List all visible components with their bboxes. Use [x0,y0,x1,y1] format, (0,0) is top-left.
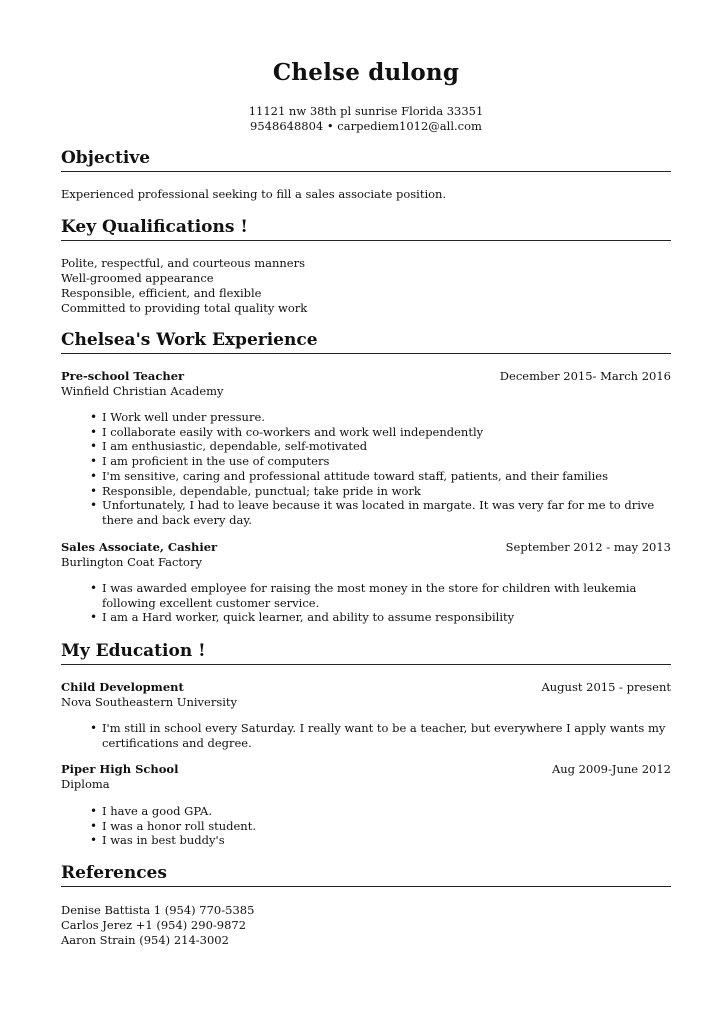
education-title: Piper High School [61,762,179,776]
job-bullet-list [90,410,672,528]
job-dates: September 2012 - may 2013 [505,540,671,554]
section-divider [61,664,671,665]
list-item: • I'm sensitive, caring and professional attitude toward staff, patients, and their families [90,469,672,484]
job-bullet-list [90,581,672,625]
education-dates: Aug 2009-June 2012 [551,762,671,776]
list-item: • I am a Hard worker, quick learner, and ability to assume responsibility [90,610,672,625]
contact-line: 9548648804 • carpediem1012@all.com [250,119,482,133]
section-divider [61,240,671,241]
job-organization: Burlington Coat Factory [61,555,202,569]
candidate-name: Chelse dulong [272,59,460,86]
education-bullet-list [90,721,672,750]
qualification-item: Committed to providing total quality work [61,301,308,315]
qualification-item: Responsible, efficient, and flexible [61,286,262,300]
list-item: • Responsible, dependable, punctual; take pride in work [90,484,672,499]
education-dates: August 2015 - present [541,680,671,694]
education-institution: Diploma [61,777,110,791]
objective-text: Experienced professional seeking to fill a sales associate position. [61,187,447,201]
reference-item: Carlos Jerez +1 (954) 290-9872 [61,918,247,932]
list-item: • I was awarded employee for raising the most money in the store for children with leukemia following excellent customer service. [90,581,672,610]
list-item: • I collaborate easily with co-workers and work well independently [90,425,672,440]
list-item: • I have a good GPA. [90,804,672,819]
list-item: • I'm still in school every Saturday. I really want to be a teacher, but everywhere I apply wants my certifications and degree. [90,721,672,750]
list-item: • I am proficient in the use of computers [90,454,672,469]
list-item: • I was in best buddy's [90,833,672,848]
job-title: Sales Associate, Cashier [61,540,218,554]
education-heading: My Education ! [61,641,206,661]
reference-item: Aaron Strain (954) 214-3002 [61,933,229,947]
address-line: 11121 nw 38th pl sunrise Florida 33351 [248,104,484,118]
job-title: Pre-school Teacher [61,369,185,383]
list-item: • I was a honor roll student. [90,819,672,834]
qualification-item: Polite, respectful, and courteous manners [61,256,306,270]
section-divider [61,171,671,172]
list-item: • Unfortunately, I had to leave because it was located in margate. It was very far for me to drive there and back every day. [90,498,672,527]
list-item: • I Work well under pressure. [90,410,672,425]
job-dates: December 2015- March 2016 [499,369,671,383]
qualification-item: Well-groomed appearance [61,271,214,285]
references-heading: References [61,863,167,883]
experience-heading: Chelsea's Work Experience [61,330,318,350]
objective-heading: Objective [61,148,151,168]
section-divider [61,886,671,887]
qualifications-heading: Key Qualifications ! [61,217,248,237]
job-organization: Winfield Christian Academy [61,384,224,398]
education-title: Child Development [61,680,184,694]
section-divider [61,353,671,354]
education-institution: Nova Southeastern University [61,695,238,709]
education-bullet-list [90,804,672,848]
reference-item: Denise Battista 1 (954) 770-5385 [61,903,255,917]
list-item: • I am enthusiastic, dependable, self-motivated [90,439,672,454]
